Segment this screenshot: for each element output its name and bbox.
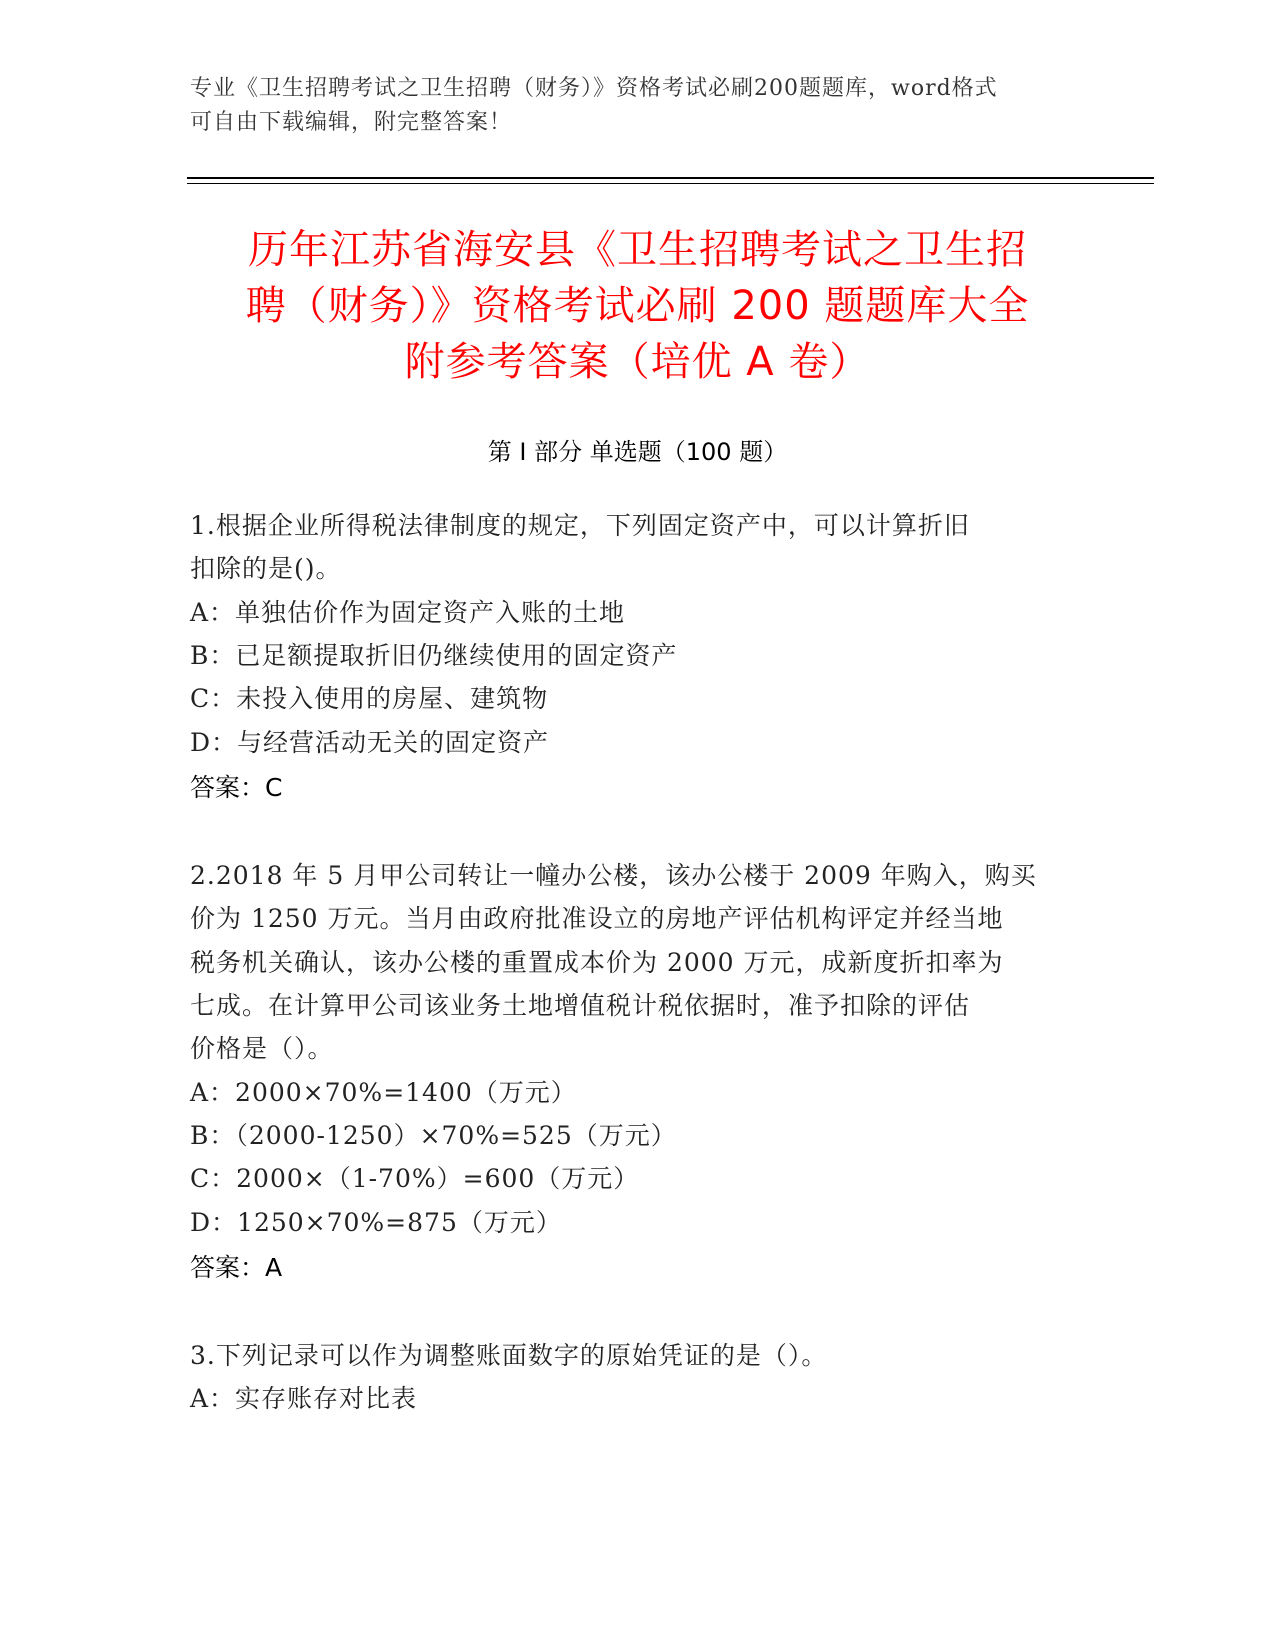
option-d: D：与经营活动无关的固定资产: [190, 728, 550, 757]
title-line: 附参考答案（培优 A 卷）: [404, 339, 871, 385]
answer-label: 答案：C: [190, 773, 283, 802]
question-stem: 价为 1250 万元。当月由政府批准设立的房地产评估机构评定并经当地: [190, 904, 1004, 933]
question-stem: 七成。在计算甲公司该业务土地增值税计税依据时，准予扣除的评估: [190, 991, 971, 1020]
header-note: [190, 72, 1090, 140]
question-stem: 1.根据企业所得税法律制度的规定，下列固定资产中，可以计算折旧: [190, 511, 970, 540]
document-title: [170, 222, 1105, 390]
option-d: D：1250×70%=875（万元）: [190, 1208, 562, 1237]
header-divider: [187, 183, 1154, 184]
option-c: C：未投入使用的房屋、建筑物: [190, 684, 549, 713]
question-stem: 2.2018 年 5 月甲公司转让一幢办公楼，该办公楼于 2009 年购入，购买: [190, 861, 1037, 890]
answer-label: 答案：A: [190, 1253, 283, 1282]
option-a: A：实存账存对比表: [190, 1384, 418, 1413]
option-a: A：2000×70%=1400（万元）: [190, 1078, 577, 1107]
question-stem: 3.下列记录可以作为调整账面数字的原始凭证的是（）。: [190, 1341, 828, 1370]
option-c: C：2000×（1-70%）=600（万元）: [190, 1164, 640, 1193]
header-note-line: 可自由下载编辑，附完整答案！: [190, 110, 513, 135]
option-a: A：单独估价作为固定资产入账的土地: [190, 598, 626, 627]
header-divider: [187, 177, 1154, 179]
title-line: 聘（财务）》资格考试必刷 200 题题库大全: [245, 283, 1030, 329]
header-note-line: 专业《卫生招聘考试之卫生招聘（财务）》资格考试必刷200题题库，word格式: [190, 76, 998, 101]
question-stem: 扣除的是()。: [190, 554, 342, 583]
option-b: B：已足额提取折旧仍继续使用的固定资产: [190, 641, 678, 670]
question-stem: 税务机关确认，该办公楼的重置成本价为 2000 万元，成新度折扣率为: [190, 948, 1004, 977]
section-title: 第 I 部分 单选题（100 题）: [487, 438, 788, 466]
title-line: 历年江苏省海安县《卫生招聘考试之卫生招: [248, 227, 1027, 273]
question-stem: 价格是（）。: [190, 1034, 334, 1063]
option-b: B：（2000-1250）×70%=525（万元）: [190, 1121, 677, 1150]
